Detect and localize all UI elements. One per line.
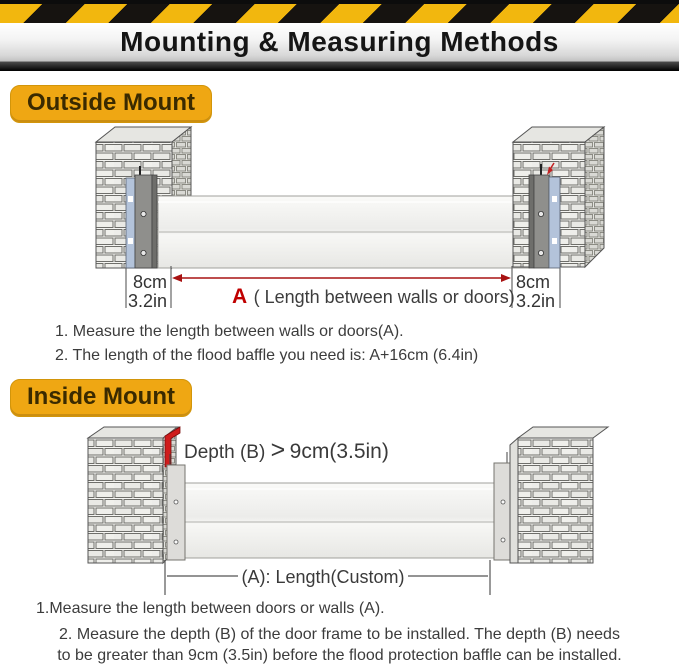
outside-mount-diagram (0, 118, 679, 310)
dimension-description: ( Length between walls or doors) (253, 287, 515, 307)
outside-mount-badge-label: Outside Mount (27, 89, 195, 116)
inside-note-2-line2: to be greater than 9cm (3.5in) before the flood protection baffle can be installed. (57, 647, 622, 664)
inside-mount-diagram (0, 422, 679, 598)
inside-mount-badge (10, 379, 192, 417)
page-title: Mounting & Measuring Methods (120, 26, 559, 57)
right-offset-in: 3.2in (516, 291, 556, 310)
length-dimension (126, 266, 560, 310)
inside-note-2 (0, 624, 679, 666)
left-offset-cm: 8cm (132, 272, 167, 292)
length-custom-label: (A): Length(Custom) (241, 567, 405, 587)
depth-label (184, 436, 389, 464)
inside-mount-badge-label: Inside Mount (27, 383, 175, 410)
length-dimension-label (232, 285, 515, 308)
flood-barrier-panel (185, 483, 494, 558)
outside-note-1: 1. Measure the length between walls or doors(A). (55, 323, 404, 340)
left-offset-in: 3.2in (127, 291, 167, 310)
depth-label-prefix: Depth (B) (184, 442, 271, 463)
inside-note-1: 1.Measure the length between doors or walls (A). (36, 600, 385, 617)
red-length-arrow (172, 274, 511, 282)
right-pillar (510, 427, 608, 563)
hazard-stripe-band (0, 0, 679, 23)
depth-label-value: 9cm(3.5in) (289, 440, 389, 463)
flood-barrier-panel (158, 196, 529, 268)
right-offset-cm: 8cm (516, 272, 551, 292)
right-wall-bracket (529, 163, 560, 268)
greater-than-sign: > (270, 436, 286, 464)
title-bar-shadow (0, 62, 679, 71)
left-wall-bracket (126, 166, 157, 268)
title-bar (0, 23, 679, 62)
inside-note-2-line1: 2. Measure the depth (B) of the door frame to be installed. The depth (B) needs (59, 626, 620, 643)
length-dimension (165, 560, 490, 595)
outside-note-2: 2. The length of the flood baffle you need is: A+16cm (6.4in) (55, 347, 479, 364)
right-mounting-plate (494, 452, 512, 560)
dimension-letter-a: A (232, 285, 248, 308)
left-mounting-plate (167, 465, 185, 560)
